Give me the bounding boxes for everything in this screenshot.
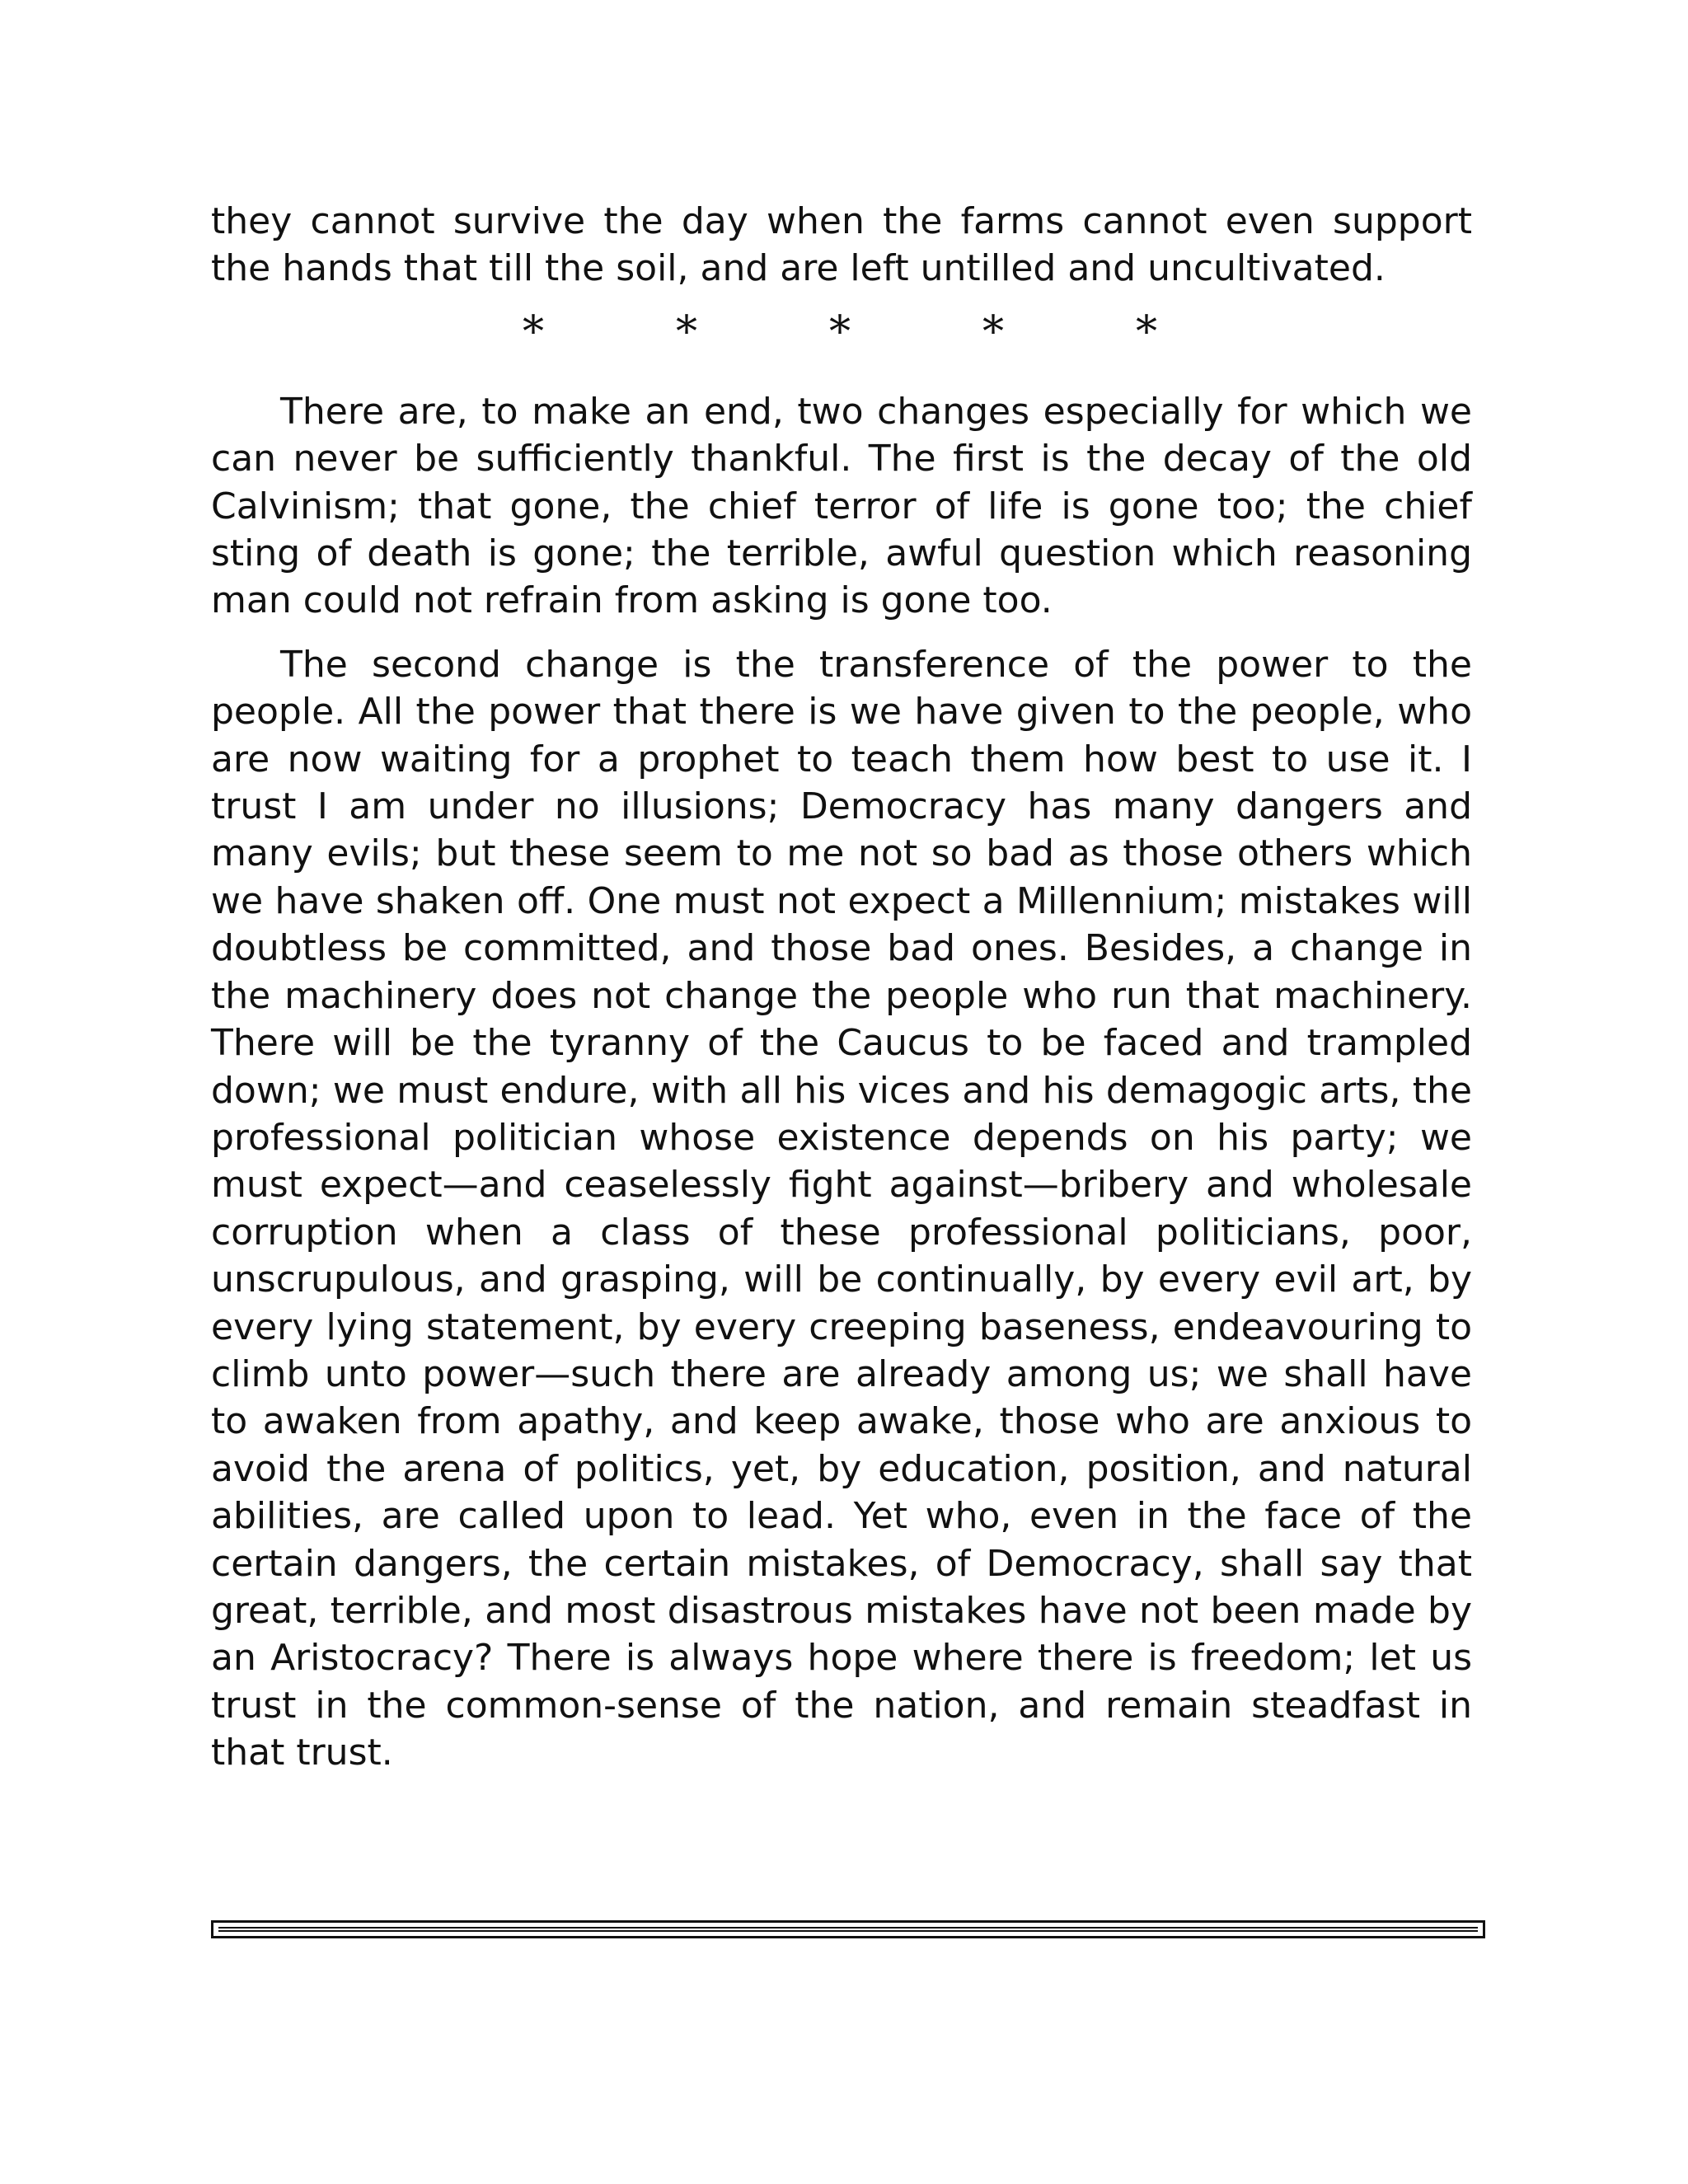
opening-paragraph: they cannot survive the day when the farms cannot even support the hands that till the soil, and are left untilled and uncultivated. — [211, 200, 1472, 290]
section-star: * — [676, 307, 697, 357]
section-star: * — [523, 307, 544, 357]
paragraph-democracy: The second change is the transference of the power to the people. All the power that there is we have given to the people, who are now waiting for a prophet to teach them how best to use it. I trust I am under no illusions; Democracy has many dangers and many evils; but these seem to me not so bad as those others which we have shaken off. One must not expect a Millennium; mistakes will doubtless be committed, and those bad ones. Besides, a change in the machinery does not change the people who run that machinery. There will be the tyranny of the Caucus to be faced and trampled down; we must endure, with all his vices and his demagogic arts, the professional politician whose existence depends on his party; we must expect—and ceaselessly fight against—bribery and wholesale corruption when a class of these professional politicians, poor, unscrupulous, and grasping, will be continually, by every evil art, by every lying statement, by every creeping baseness, endeavouring to climb unto power—such there are already among us; we shall have to awaken from apathy, and keep awake, those who are anxious to avoid the arena of politics, yet, by education, position, and natural abilities, are called upon to lead. Yet who, even in the face of the certain dangers, the certain mistakes, of Democracy, shall say that great, terrible, and most disastrous mistakes have not been made by an Aristocracy? There is always hope where there is freedom; let us trust in the common-sense of the nation, and remain steadfast in that trust. — [211, 643, 1472, 1774]
page-body — [211, 198, 1472, 1777]
section-star: * — [1136, 307, 1157, 357]
section-star: * — [982, 307, 1004, 357]
end-rule-divider — [211, 1920, 1485, 1938]
paragraph-calvinism: There are, to make an end, two changes especially for which we can never be sufficiently thankful. The first is the decay of the old Calvinism; that gone, the chief terror of life is gone too; the chief sting of death is gone; the terrible, awful question which reasoning man could not refrain from asking is gone too. — [211, 390, 1472, 622]
end-rule-inner-line — [218, 1927, 1478, 1932]
section-star: * — [829, 307, 851, 357]
section-break — [211, 302, 1472, 377]
